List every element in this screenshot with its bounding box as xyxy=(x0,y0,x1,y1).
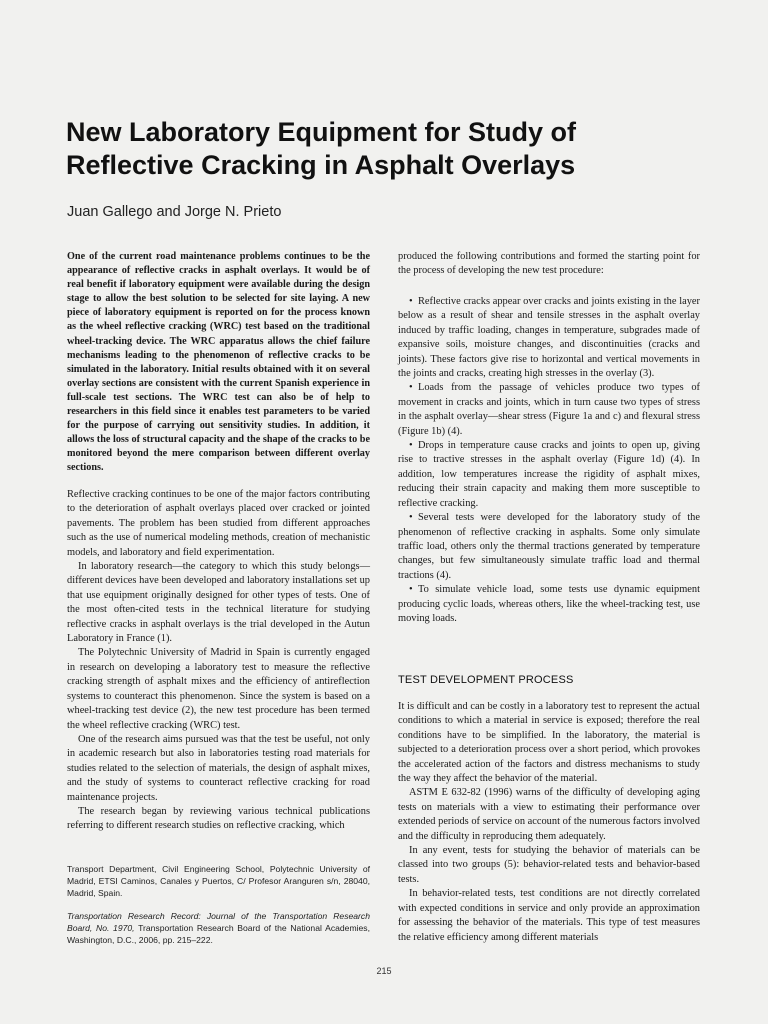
right-column-body xyxy=(398,700,700,945)
list-item-text: Reflective cracks appear over cracks and joints existing in the layer below as a result of shear and tensile stresses in the asphalt overlay induced by traffic loading, changes in temperature, subgrades made of expansive soils, moisture changes, and discontinuities (cracks and joints). These factors give rise to horizontal and vertical movements in the joints and cracks, creating high stresses in the overlay (3). xyxy=(398,296,700,380)
right-column-intro xyxy=(398,250,700,279)
body-paragraph: produced the following contributions and formed the starting point for the process of developing the new test procedure: xyxy=(398,251,700,277)
bullet-icon: • xyxy=(409,440,413,452)
list-item-text: Several tests were developed for the laboratory study of the phenomenon of reflective cracking in asphalts. Some only simulate traffic load, others only the thermal tractions generated by temperature changes, but few simultaneously simulate traffic load and thermal tractions (4). xyxy=(398,512,700,581)
bullet-icon: • xyxy=(409,296,413,307)
abstract: One of the current road maintenance problems continues to be the appearance of reflective cracks in asphalt overlays. It would be of real benefit if laboratory equipment were available during the design stage to allow the best solution to be selected for site laying. A new piece of laboratory equipment is reported on for the process known as the wheel reflective cracking (WRC) test based on the traditional wheel-tracking device. The WRC apparatus allows the chief failure mechanisms leading to the phenomenon of reflective cracks to be simulated in the laboratory. Initial results obtained with it on several overlay sections are consistent with the current Spanish experience in full-scale test sections. The WRC test can also be of help to researchers in this field since it enables test parameters to be varied for the purpose of carrying out sensitivity studies. In addition, it allows the loss of structural capacity and the shape of the cracks to be monitored beyond the mere comparison between different overlay sections. xyxy=(67,251,370,474)
bullet-icon: • xyxy=(409,382,413,394)
list-item-text: Drops in temperature cause cracks and joints to open up, giving rise to tractive stresses in the asphalt overlay (Figure 1d) (4). In addition, low temperatures increase the rigidity of asphalt mixes, reducing their strain capacity and making them more susceptible to reflective cracking. xyxy=(398,440,700,509)
contributions-list xyxy=(398,295,700,626)
bullet-icon: • xyxy=(409,584,413,596)
body-paragraph: ASTM E 632-82 (1996) warns of the difficulty of developing aging tests on materials with a view to estimating their performance over extended periods of service on account of the numerous factors involved and the difficulty in reproducing them adequately. xyxy=(398,787,700,842)
body-paragraph: One of the research aims pursued was that the test be useful, not only in academic research but also in laboratories testing road materials for studies related to the selection of materials, the design of asphalt mixes, and the study of systems to counteract reflective cracking for road maintenance projects. xyxy=(67,733,370,803)
section-heading: TEST DEVELOPMENT PROCESS xyxy=(398,674,574,686)
journal-name: Transportation Research Record: Journal of the Transportation Research Board, No. 1970, xyxy=(67,911,370,933)
list-item-text: To simulate vehicle load, some tests use dynamic equipment producing cyclic loads, whereas others, like the wheel-tracking test, use moving loads. xyxy=(398,584,700,624)
body-paragraph: In behavior-related tests, test conditions are not directly correlated with expected conditions in service and only provide an approximation for assessing the behavior of the materials. This type of test measures the relative efficiency among different materials xyxy=(398,888,700,943)
list-item xyxy=(398,381,700,439)
footnote-affiliation: Transport Department, Civil Engineering School, Polytechnic University of Madrid, ETSI Caminos, Canales y Puertos, C/ Profesor Aranguren s/n, 28040, Madrid, Spain. xyxy=(67,864,370,898)
body-paragraph: In laboratory research—the category to which this study belongs—different devices have been developed and laboratory installations set up that use equipment originally designed for other types of tests. One of the most often-cited tests in the technical literature for studying reflective cracks in asphalt overlays is the trial developed in the Autun Laboratory in France (1). xyxy=(67,561,370,645)
bullet-icon: • xyxy=(409,512,413,524)
body-paragraph: The Polytechnic University of Madrid in Spain is currently engaged in research on developing a laboratory test to measure the reflective cracking strength of asphalt mixes and the efficiency of antireflection systems to counteract this phenomenon. Since the system is based on a wheel-tracking test device (2), the new test procedure has been termed the wheel reflective cracking (WRC) test. xyxy=(67,647,370,731)
citation-details: Transportation Research Board of the National Academies, Washington, D.C., 2006, pp. 215–222. xyxy=(67,923,370,945)
list-item xyxy=(398,295,700,381)
list-item xyxy=(398,439,700,511)
list-item-text: Loads from the passage of vehicles produce two types of movement in cracks and joints, which in turn cause two types of stress in the asphalt overlay—shear stress (Figure 1a and c) and flexural stress (Figure 1b) (4). xyxy=(398,382,700,437)
list-item xyxy=(398,583,700,626)
body-paragraph: It is difficult and can be costly in a laboratory test to represent the actual conditions to which a material in service is exposed; therefore the real conditions have to be simplified. In the laboratory, the material is subjected to a deterioration process over a short period, which provokes the accelerated action of the factors and distress mechanisms to study the way they affect the behavior of the material. xyxy=(398,701,700,785)
body-paragraph: The research began by reviewing various technical publications referring to different research studies on reflective cracking, which xyxy=(67,805,370,832)
footnote-citation xyxy=(67,910,370,946)
list-item xyxy=(398,511,700,583)
left-column-body xyxy=(67,488,370,834)
paper-title: New Laboratory Equipment for Study of Reflective Cracking in Asphalt Overlays xyxy=(66,117,577,180)
body-paragraph: Reflective cracking continues to be one of the major factors contributing to the deterioration of asphalt overlays placed over cracked or jointed pavements. The problem has been studied from different approaches such as the use of numerical modeling methods, creation of mechanistic models, and laboratory and field experimentation. xyxy=(67,489,370,558)
paper-authors: Juan Gallego and Jorge N. Prieto xyxy=(67,204,282,220)
page-number: 215 xyxy=(376,966,392,976)
body-paragraph: In any event, tests for studying the behavior of materials can be classed into two groups (5): behavior-related tests and behavior-based tests. xyxy=(398,845,700,885)
